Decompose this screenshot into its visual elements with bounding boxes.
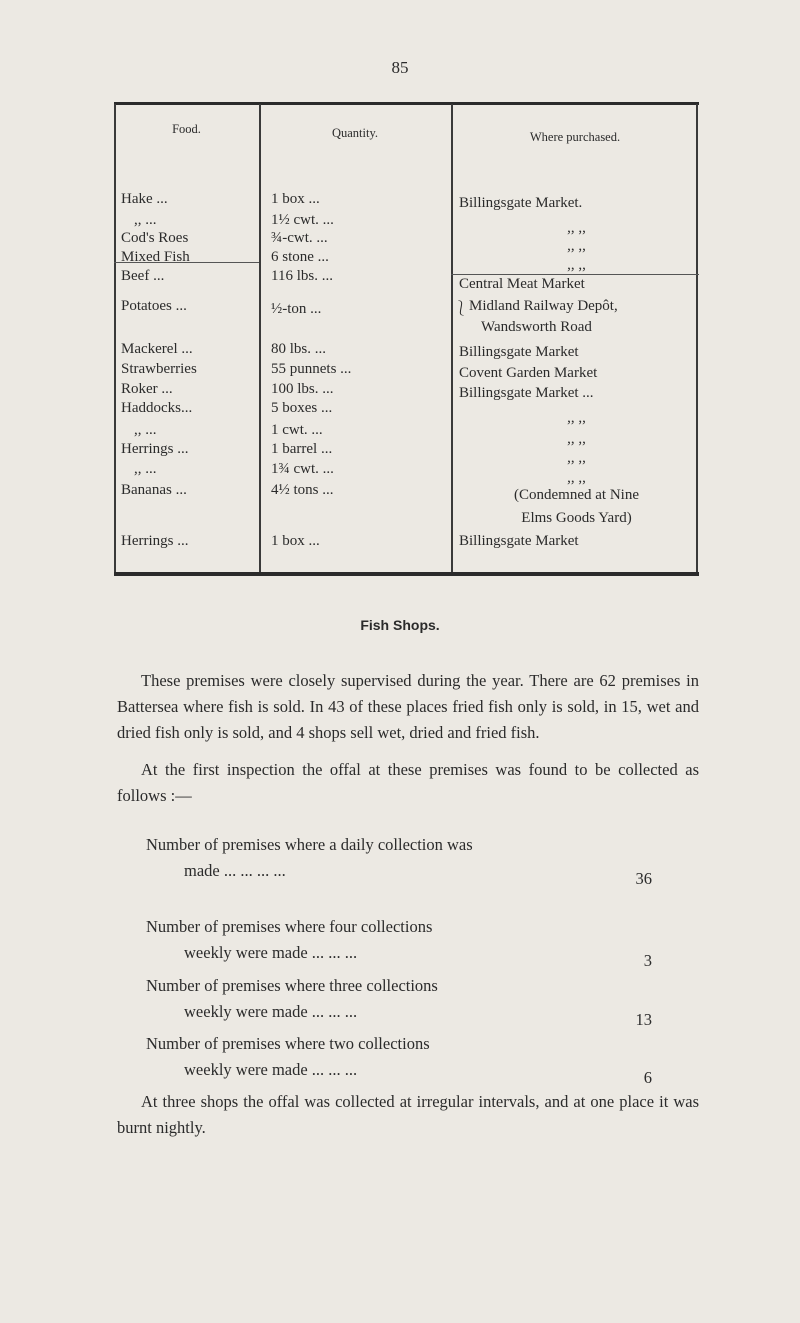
quantity-cell: 5 boxes ...: [271, 400, 333, 416]
section-title: Fish Shops.: [360, 617, 440, 633]
table-border-left: [114, 104, 116, 574]
table-column-divider: [259, 104, 261, 574]
food-cell: Herrings ...: [121, 533, 189, 549]
paragraph: At three shops the offal was collected at irregular intervals, and at one place it was burnt nightly.: [117, 1092, 699, 1137]
where-cell: Covent Garden Market: [459, 365, 598, 381]
table-row: [114, 400, 699, 426]
food-cell: Strawberries: [121, 361, 197, 377]
where-cell: Billingsgate Market: [459, 533, 579, 549]
food-cell: Herrings ...: [121, 441, 189, 457]
stat-label: Number of premises where three collections: [146, 976, 438, 995]
food-cell: Bananas ...: [121, 482, 187, 498]
stat-label-continued: weekly were made ... ... ...: [184, 1060, 358, 1079]
where-cell: ,, ,,: [567, 257, 586, 273]
collection-stat: [146, 973, 652, 1029]
paragraph: These premises were closely supervised during the year. There are 62 premises in Battersea where fish is sold. In 43 of these places fried fish only is sold, in 15, wet and dried fish only is sold, and 4 shops sell wet, dried and fried fish.: [117, 671, 699, 742]
table-row: [114, 268, 699, 292]
table-row: [114, 341, 699, 361]
table-row: [114, 361, 699, 381]
stat-value: 13: [635, 1010, 652, 1029]
table-row: [114, 298, 699, 335]
column-header-food: Food.: [172, 122, 201, 136]
food-cell: Mixed Fish: [121, 249, 190, 265]
where-cell: ,, ,,: [567, 238, 586, 254]
food-cell: ,, ...: [134, 461, 157, 477]
where-cell-continued: Elms Goods Yard): [521, 510, 632, 526]
food-cell: ,, ...: [134, 212, 157, 228]
collection-stat: [146, 1031, 652, 1087]
food-cell: Cod's Roes: [121, 230, 189, 246]
table-row: [114, 533, 699, 553]
table-row: [114, 212, 699, 236]
stat-label: Number of premises where a daily collection was: [146, 835, 473, 854]
food-cell: Mackerel ...: [121, 341, 193, 357]
food-purchase-table: [114, 102, 699, 576]
quantity-cell: 1¾ cwt. ...: [271, 461, 334, 477]
quantity-cell: 100 lbs. ...: [271, 381, 334, 397]
where-cell: ,, ,,: [567, 450, 586, 466]
table-row: [114, 191, 699, 211]
table-border-right: [696, 104, 698, 574]
stat-label: Number of premises where two collections: [146, 1034, 430, 1053]
stat-value: 3: [643, 951, 652, 970]
table-bottom-rule: [114, 572, 699, 576]
quantity-cell: 4½ tons ...: [271, 482, 334, 498]
where-cell: Billingsgate Market.: [459, 195, 583, 211]
food-cell: Roker ...: [121, 381, 173, 397]
paragraph: At the first inspection the offal at these premises was found to be collected as follows :—: [117, 760, 699, 805]
table-row: [114, 482, 699, 526]
stat-label-continued: weekly were made ... ... ...: [184, 943, 358, 962]
stat-value: 6: [643, 1068, 652, 1087]
quantity-cell: 80 lbs. ...: [271, 341, 327, 357]
where-cell-continued: Wandsworth Road: [481, 319, 592, 335]
stat-label-continued: weekly were made ... ... ...: [184, 1002, 358, 1021]
where-cell: (Condemned at Nine: [514, 487, 639, 503]
stat-value: 36: [635, 869, 652, 888]
brace-mark: ⎱: [454, 302, 468, 317]
quantity-cell: 1 barrel ...: [271, 441, 333, 457]
quantity-cell: 55 punnets ...: [271, 361, 352, 377]
food-cell: ,, ...: [134, 422, 157, 438]
where-cell: ,, ,,: [567, 470, 586, 486]
quantity-cell: 6 stone ...: [271, 249, 329, 265]
column-header-where-purchased: Where purchased.: [529, 130, 621, 144]
where-cell: Midland Railway Depôt,: [469, 298, 618, 314]
where-cell: Billingsgate Market ...: [459, 385, 594, 401]
where-cell: Central Meat Market: [459, 276, 585, 292]
table-row: [114, 422, 699, 447]
food-cell: Beef ...: [121, 268, 165, 284]
food-cell: Hake ...: [121, 191, 168, 207]
page-number: 85: [391, 58, 409, 77]
stat-label: Number of premises where four collections: [146, 917, 433, 936]
collection-stat: [146, 914, 652, 970]
where-cell: ,, ,,: [567, 220, 586, 236]
table-row: [114, 249, 699, 273]
where-cell: Billingsgate Market: [459, 344, 579, 360]
food-cell: Haddocks...: [121, 400, 193, 416]
where-cell: ,, ,,: [567, 431, 586, 447]
quantity-cell: ¾-cwt. ...: [271, 230, 328, 246]
stat-label-continued: made ... ... ... ...: [184, 861, 286, 880]
table-top-rule: [114, 102, 699, 105]
quantity-cell: 1½ cwt. ...: [271, 212, 334, 228]
quantity-cell: 1 cwt. ...: [271, 422, 323, 438]
column-header-quantity: Quantity.: [331, 126, 379, 140]
quantity-cell: 116 lbs. ...: [271, 268, 333, 284]
collection-stat: [146, 832, 652, 888]
quantity-cell: 1 box ...: [271, 533, 320, 549]
quantity-cell: 1 box ...: [271, 191, 320, 207]
table-column-divider: [451, 104, 453, 574]
table-row: [114, 441, 699, 466]
table-row: [114, 381, 699, 401]
table-row: [114, 461, 699, 486]
where-cell: ,, ,,: [567, 410, 586, 426]
quantity-cell: ½-ton ...: [271, 301, 322, 317]
table-row: [114, 230, 699, 254]
food-cell: Potatoes ...: [121, 298, 187, 314]
